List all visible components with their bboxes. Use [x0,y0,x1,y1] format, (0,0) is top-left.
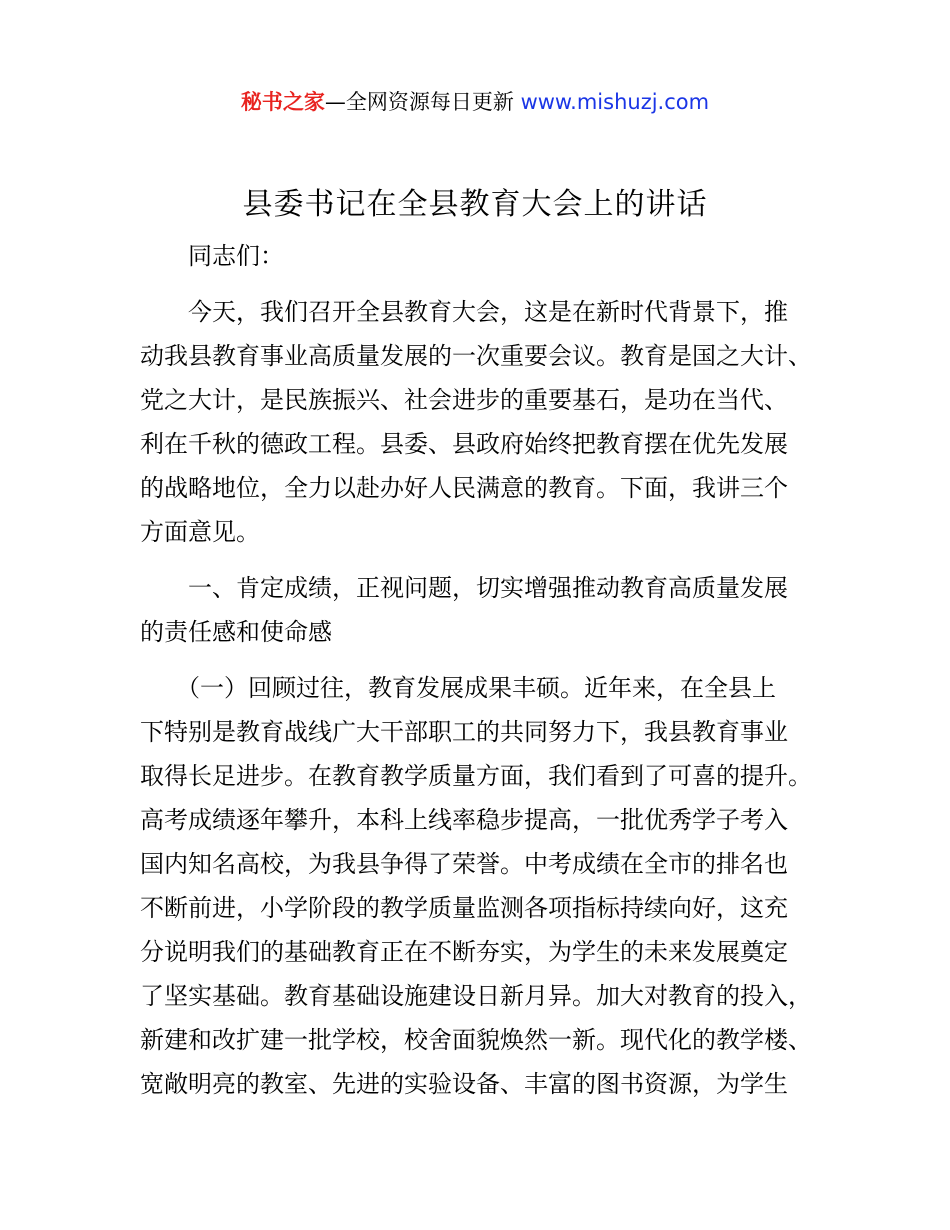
paragraph-line: 不断前进，小学阶段的教学质量监测各项指标持续向好，这充 [140,894,788,922]
paragraph-line: 了坚实基础。教育基础设施建设日新月异。加大对教育的投入， [140,982,812,1010]
document-title: 县委书记在全县教育大会上的讲话 [242,187,708,222]
document-body [140,234,820,1106]
paragraph-intro [140,290,820,554]
paragraph-line: 利在千秋的德政工程。县委、县政府始终把教育摆在优先发展 [140,430,788,458]
paragraph-line: 新建和改扩建一批学校，校舍面貌焕然一新。现代化的教学楼、 [140,1026,812,1054]
paragraph-line: 方面意见。 [140,518,260,546]
paragraph-line: 国内知名高校，为我县争得了荣誉。中考成绩在全市的排名也 [140,850,788,878]
brand-name: 秘书之家 [240,90,325,114]
paragraph-line: 取得长足进步。在教育教学质量方面，我们看到了可喜的提升。 [140,762,812,790]
section-heading [140,566,820,654]
paragraph-line: 下特别是教育战线广大干部职工的共同努力下，我县教育事业 [140,718,788,746]
paragraph-line: 分说明我们的基础教育正在不断夯实，为学生的未来发展奠定 [140,938,788,966]
paragraph-line: 今天，我们召开全县教育大会，这是在新时代背景下，推 [188,298,788,326]
paragraph-line: （一）回顾过往，教育发展成果丰硕。近年来，在全县上 [176,674,776,702]
paragraph-line: 动我县教育事业高质量发展的一次重要会议。教育是国之大计、 [140,342,812,370]
salutation: 同志们： [188,242,284,270]
heading-line: 的责任感和使命感 [140,618,332,646]
header-tagline: —全网资源每日更新 [324,90,521,114]
site-header [0,86,950,118]
paragraph-line: 党之大计，是民族振兴、社会进步的重要基石，是功在当代、 [140,386,788,414]
site-url-link[interactable]: www.mishuzj.com [520,90,710,114]
paragraph-line: 的战略地位，全力以赴办好人民满意的教育。下面，我讲三个 [140,474,788,502]
paragraph-line: 宽敞明亮的教室、先进的实验设备、丰富的图书资源，为学生 [140,1070,788,1098]
paragraph-review [140,666,820,1106]
paragraph-line: 高考成绩逐年攀升，本科上线率稳步提高，一批优秀学子考入 [140,806,788,834]
heading-line: 一、肯定成绩，正视问题，切实增强推动教育高质量发展 [188,574,788,602]
